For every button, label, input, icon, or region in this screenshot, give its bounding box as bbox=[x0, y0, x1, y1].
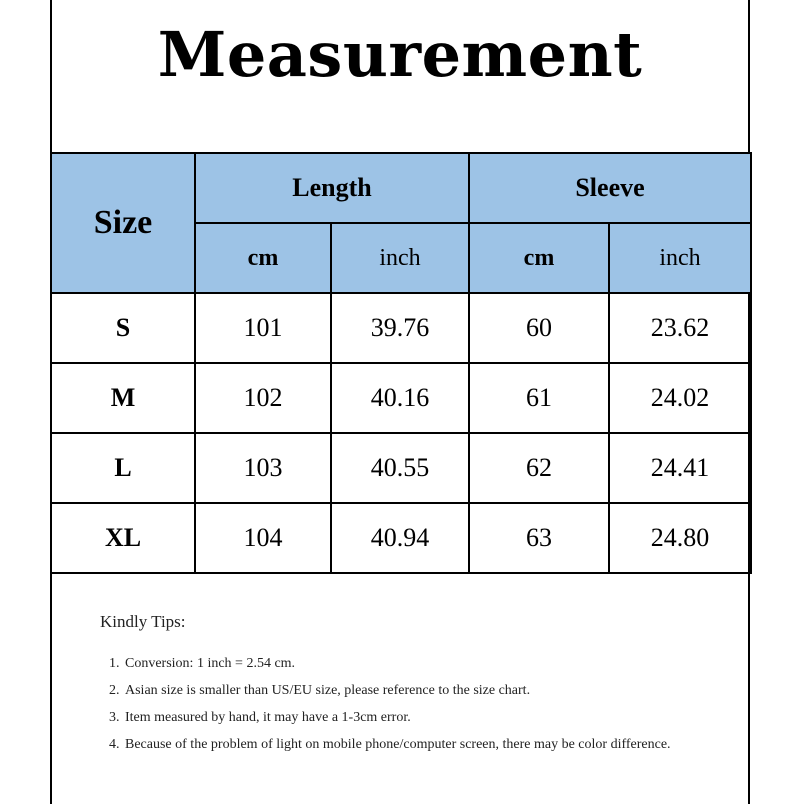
tip-item: 2. Asian size is smaller than US/EU size, please reference to the size chart. bbox=[123, 677, 700, 704]
sleeve-cm-cell: 61 bbox=[469, 363, 609, 433]
size-cell: S bbox=[51, 293, 195, 363]
tip-item: 4. Because of the problem of light on mobile phone/computer screen, there may be color difference. bbox=[123, 731, 700, 758]
length-inch-cell: 40.94 bbox=[331, 503, 469, 573]
size-cell: L bbox=[51, 433, 195, 503]
sleeve-cm-cell: 62 bbox=[469, 433, 609, 503]
sleeve-group-header: Sleeve bbox=[469, 153, 751, 223]
length-cm-cell: 102 bbox=[195, 363, 331, 433]
table-row bbox=[51, 293, 751, 363]
table-row bbox=[51, 503, 751, 573]
sleeve-cm-cell: 63 bbox=[469, 503, 609, 573]
sleeve-inch-cell: 24.41 bbox=[609, 433, 751, 503]
size-cell: M bbox=[51, 363, 195, 433]
tip-item: 3. Item measured by hand, it may have a 1-3cm error. bbox=[123, 704, 700, 731]
length-inch-header: inch bbox=[331, 223, 469, 293]
tips-title: Kindly Tips: bbox=[100, 612, 186, 631]
length-group-header: Length bbox=[195, 153, 469, 223]
length-inch-cell: 40.16 bbox=[331, 363, 469, 433]
length-cm-header: cm bbox=[195, 223, 331, 293]
sleeve-inch-cell: 24.80 bbox=[609, 503, 751, 573]
tips-list bbox=[100, 650, 700, 758]
page-title: Measurement bbox=[157, 18, 643, 91]
table-row bbox=[51, 363, 751, 433]
table-header-row bbox=[51, 153, 751, 223]
sleeve-inch-header: inch bbox=[609, 223, 751, 293]
length-inch-cell: 40.55 bbox=[331, 433, 469, 503]
sleeve-inch-cell: 24.02 bbox=[609, 363, 751, 433]
size-cell: XL bbox=[51, 503, 195, 573]
table-row bbox=[51, 433, 751, 503]
length-inch-cell: 39.76 bbox=[331, 293, 469, 363]
length-cm-cell: 101 bbox=[195, 293, 331, 363]
size-column-header: Size bbox=[51, 153, 195, 293]
length-cm-cell: 104 bbox=[195, 503, 331, 573]
kindly-tips bbox=[100, 612, 700, 758]
sleeve-cm-cell: 60 bbox=[469, 293, 609, 363]
size-chart-table bbox=[50, 152, 752, 574]
length-cm-cell: 103 bbox=[195, 433, 331, 503]
sleeve-cm-header: cm bbox=[469, 223, 609, 293]
sleeve-inch-cell: 23.62 bbox=[609, 293, 751, 363]
tip-item: 1. Conversion: 1 inch = 2.54 cm. bbox=[123, 650, 700, 677]
